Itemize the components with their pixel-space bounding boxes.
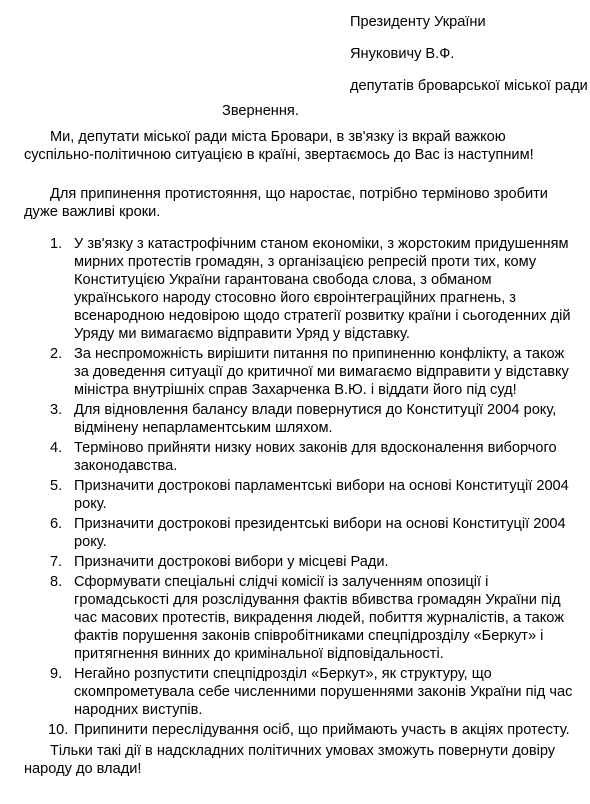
item-text: Припинити переслідування осіб, що приймають участь в акціях протесту. <box>74 722 570 738</box>
demands-list <box>0 235 590 741</box>
sender-line: депутатів броварської міської ради <box>350 78 588 94</box>
item-text: Призначити дострокові парламентські вибори на основі Конституції 2004 року. <box>74 478 569 512</box>
list-item <box>0 439 574 475</box>
list-item <box>0 553 574 571</box>
closing-paragraph: Тільки такі дії в надскладних політичних умовах зможуть повернути довіру народу до влади! <box>24 743 556 777</box>
item-number: 7. <box>50 554 63 570</box>
item-text: Призначити дострокові вибори у місцеві Ради. <box>74 554 389 570</box>
list-item <box>0 345 574 399</box>
list-item <box>0 477 574 513</box>
list-item <box>0 515 574 551</box>
item-text: Терміново прийняти низку нових законів для вдосконалення виборчого законодавства. <box>74 440 557 474</box>
document-title: Звернення. <box>222 103 299 119</box>
item-text: У зв'язку з катастрофічним станом економіки, з жорстоким придушенням мирних протестів громадян, з організацією репресій проти тих, кому Конституцією України гарантована свобода слова, з обманом українського народу стосовно його євроінтеграційних прагнень, з всенародною недовірою щодо стратегії розвитку країни і сьогоденних дій Уряду ми вимагаємо відправити Уряд у відставку. <box>74 236 571 342</box>
list-item <box>0 665 574 719</box>
item-number: 9. <box>50 666 63 682</box>
item-text: Призначити дострокові президентські вибори на основі Конституції 2004 року. <box>74 516 566 550</box>
item-text: Негайно розпустити спецпідрозділ «Беркут», як структуру, що скомпрометувала себе численними порушеннями законів України під час народних виступів. <box>74 666 573 718</box>
list-item <box>0 573 574 663</box>
intro-paragraph: Ми, депутати міської ради міста Бровари, в зв'язку із вкрай важкою суспільно-політичною ситуацією в країні, звертаємось до Вас із наступним! <box>24 129 534 163</box>
recipient-title: Президенту України <box>350 14 486 30</box>
list-item <box>0 401 574 437</box>
item-number: 4. <box>50 440 63 456</box>
list-item <box>0 721 574 739</box>
item-number: 8. <box>50 574 63 590</box>
list-item <box>0 235 574 343</box>
recipient-name: Януковичу В.Ф. <box>350 46 455 62</box>
lead-paragraph: Для припинення протистояння, що наростає, потрібно терміново зробити дуже важливі кроки. <box>24 186 548 220</box>
item-text: За неспроможність вирішити питання по припиненню конфлікту, а також за доведення ситуації до критичної ми вимагаємо відправити у відставку міністра внутрішніх справ Захарченка В.Ю. і віддати його під суд! <box>74 346 569 398</box>
item-number: 1. <box>50 236 63 252</box>
item-number: 2. <box>50 346 63 362</box>
item-number: 6. <box>50 516 63 532</box>
item-number: 5. <box>50 478 63 494</box>
item-number: 10. <box>48 722 69 738</box>
item-text: Для відновлення балансу влади повернутися до Конституції 2004 року, відмінену непарламентським шляхом. <box>74 402 557 436</box>
item-text: Сформувати спеціальні слідчі комісії із залученням опозиції і громадськості для розслідування фактів вбивства громадян України під час масових протестів, викрадення людей, побиття журналістів, а також фактів порушення законів співробітниками спецпідрозділу «Беркут» і притягнення винних до кримінальної відповідальності. <box>74 574 564 662</box>
item-number: 3. <box>50 402 63 418</box>
